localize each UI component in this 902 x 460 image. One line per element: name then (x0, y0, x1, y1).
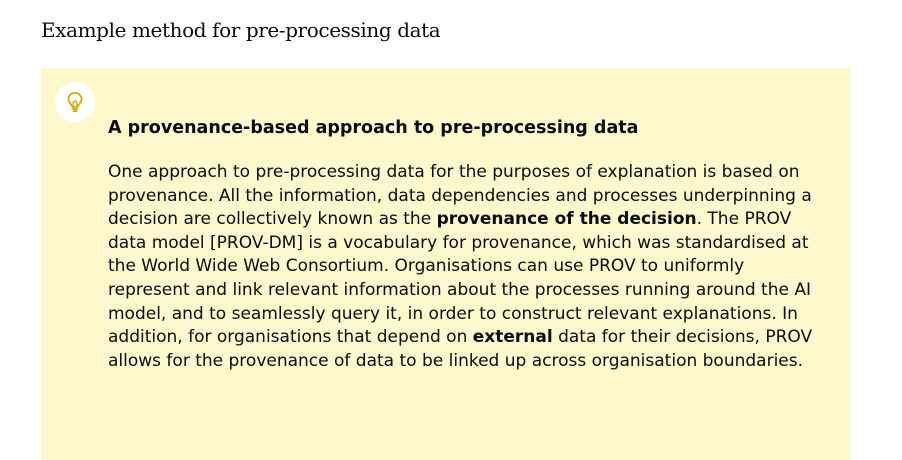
lightbulb-icon-badge (55, 82, 95, 122)
body-text-part-3: data for their decisions, PROV allows for the provenance of data to be linked up across organisation boundaries. (108, 327, 813, 371)
lightbulb-icon (66, 91, 84, 113)
provenance-callout-box (41, 68, 850, 460)
callout-body-text (108, 161, 828, 373)
body-bold-provenance-of-the-decision: provenance of the decision (436, 209, 697, 230)
section-title: Example method for pre-processing data (41, 18, 441, 42)
body-text-part-1: One approach to pre-processing data for the purposes of explanation is based on provenance. All the information, data dependencies and processes underpinning a decision are collectively known as the (108, 162, 812, 230)
body-text-part-2: . The PROV data model [PROV-DM] is a vocabulary for provenance, which was standardised at the World Wide Web Consortium. Organisations can use PROV to uniformly represent and link relevant information about the processes running around the AI model, and to seamlessly query it, in order to construct relevant explanations. In addition, for organisations that depend on (108, 209, 811, 348)
body-bold-external: external (472, 327, 553, 348)
callout-heading: A provenance-based approach to pre-processing data (108, 118, 639, 138)
